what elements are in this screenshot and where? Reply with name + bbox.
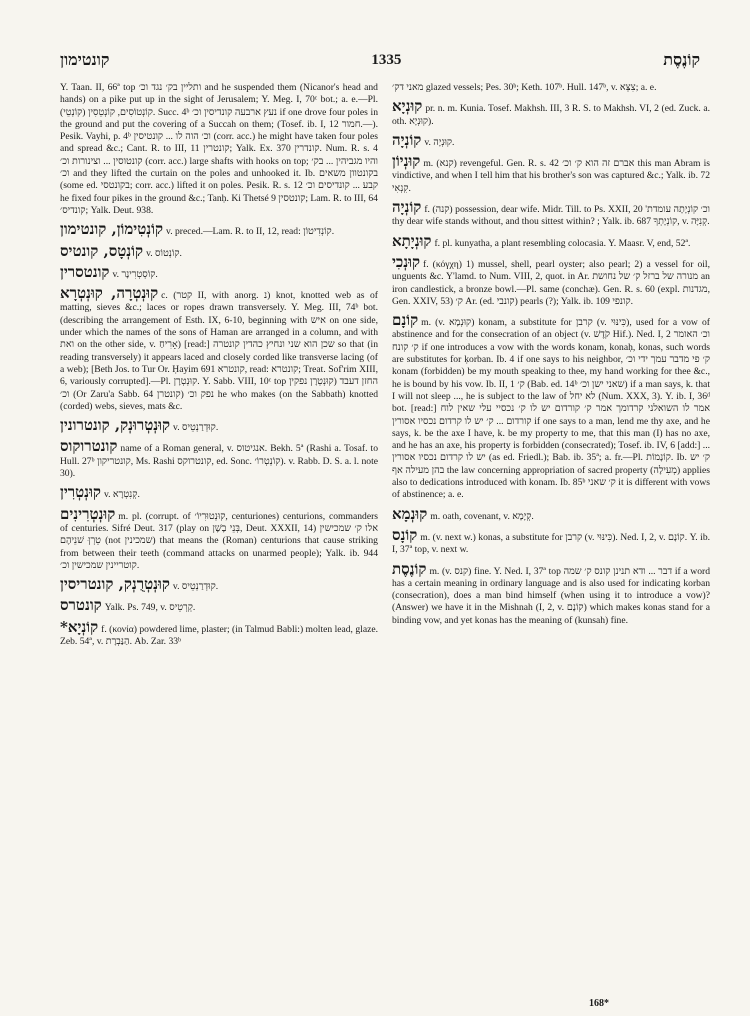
dictionary-entry xyxy=(392,132,710,149)
dictionary-entry xyxy=(392,506,710,523)
dictionary-entry xyxy=(60,484,378,501)
entry-definition: מאני דק׳ glazed vessels; Pes. 30ᵇ; Keth. 107ᵇ. Hull. 147ᵇ, v. צִצְּא; a. e. xyxy=(392,82,657,93)
dictionary-entry xyxy=(60,264,378,281)
entry-headword: קוֹנְטָס, קונטיס xyxy=(60,241,144,260)
entry-headword: קוֹנְטִימוֹן, קונטימון xyxy=(60,220,164,239)
entry-definition: v. קוּנְיָה. xyxy=(424,136,455,148)
entry-headword: קוֹנְיָה xyxy=(392,198,422,217)
entry-headword: קוּנְטְרִינִים xyxy=(60,504,116,523)
signature-mark: 168* xyxy=(589,998,609,1009)
entry-headword: קוּנְטְרוּנְק, קונטרונין xyxy=(60,416,171,435)
entry-definition: v. קְנִטְרָא. xyxy=(103,489,140,501)
entry-definition: name of a Roman general, v. אנגיטוס. Bekh. 5ª (Rashi a. Tosaf. to Hull. 27ᵇ קונטריקון, Ms. Rashi קונטרוקס, ed. Sonc. קוֹנְטְרוֹ׳). v. Rabb. D. S. a. l. note 30). xyxy=(60,443,378,480)
entry-headword: קוּנְטְרִין xyxy=(60,483,101,502)
entry-definition: Yalk. Ps. 749, v. קְרְטֵיס. xyxy=(104,602,196,614)
dictionary-entry xyxy=(60,506,378,572)
entry-headword: קוֹנָס xyxy=(392,525,418,544)
entry-definition: m. pl. (corrupt. of קוּנְטוּרִיוֹ׳, centuriones) centurions, commanders of centuries. Sifré Deut. 317 (play on בְּנֵי בָשָׁן, Deut. XXXII, 14) אלו ק׳ שמכישין טֵרְןּ שׁנֵיהֶם (not שמכינין) that means the (Roman) centurions that cause striking from between their teeth (command attacks on unarmed people); Yalk. ib. 944 קוטריינין שמכישין וכ׳. xyxy=(60,510,378,571)
entry-definition: Y. Taan. II, 66ª top ותליין בק׳ נגד וכ׳ and he suspended them (Nicanor's head and hands) on a pike put up in the sight of Jerusalem; Y. Meg. I, 70ᶜ bot.; a. e.—Pl. קוֹנְטוֹסִים, קוֹנְטֵסִין (קוֹנְטֵי). Succ. 4ᵇ נעץ ארבעה קונדיסין וכ׳ if one drove four poles in the ground and put the covering of a Succah on them; (Tosef. ib. I, 12 חמור.—). Pesik. Vayhi, p. 4ᵇ וכ׳ הוה לו ... קונטיסין (corr. acc.) he might have taken four poles and spread &c.; Cant. R. to III, 11 קונטרין; Yalk. Ex. 370 קונדרין. Num. R. s. 4 קונטוסין ... וצינורות וכ׳ (corr. acc.) large shafts with hooks on top; והיו מגביהין ... בק׳ וכ׳ and they lifted the curtain on the poles and unhooked it. Ib. בקונטוון משאים (some ed. בקונטסי; corr. acc.) lifted it on poles. Pesik. R. s. 12 קבע ... קונדיסים וכ׳ he fixed four pikes in the ground &c.; Tanḥ. Ki Thetsé 9 קונטסין; Lam. R. to III, 64 קונדיס׳; Yalk. Deut. 938. xyxy=(60,82,378,216)
left-column xyxy=(60,82,378,1002)
entry-headword: קונטסרין xyxy=(60,262,110,281)
dictionary-entry xyxy=(60,221,378,238)
entry-definition: m. (v. קנס) fine. Y. Ned. I, 37ª top דבר ... ודא תנינן קונס ק׳ שמה if a word has a certain meaning in ordinary language and is also used for indicating korban (consecration), does a man bind himself (when using it to introduce a vow)? (Answer) we have it in the Mishnah (I, 2, v. קוֹנָם) which makes konas stand for a binding vow, and yet konas has the meaning of (kunsah) fine. xyxy=(392,565,710,626)
dictionary-entry xyxy=(60,576,378,593)
entry-definition: v. קוֹנְטוֹס. xyxy=(146,247,182,259)
dictionary-entry xyxy=(60,597,378,614)
entry-headword: קוּנְכִי xyxy=(392,252,421,271)
right-column xyxy=(392,82,710,1002)
entry-definition: m. (v. next w.) konas, a substitute for קרבן (v. כִּינּוּי). Ned. I, 2, v. קוֹנָם. Y. ib. I, 37ª top, v. next w. xyxy=(392,531,710,556)
dictionary-entry xyxy=(392,98,710,128)
entry-definition: m. (v. קוּנְמָא) konam, a substitute for קרבן (v. כִּינּוּי), used for a vow of abstinence and for the consecration of an object (v. קֹדֶשׁ Hif.). Ned. I, 2 וכ׳ האומר ק׳ קונח if one introduces a vow with the words konam, konaḥ, konas, such words are substitutes for ḳorban. Ib. 4 if one says to his neighbor, ק׳ פי מדבר עמך ידי וכ׳ konam (forbidden) be my mouth speaking to thee, my hand working for thee &c., he is bound by his vow. Ib. II, 1 ק׳ (Bab. ed. 14ᵇ שאני ישן וכ׳) if a man says, k. that I will not sleep ..., he is subject to the law of לא יחל (Num. XXX, 3). Y. ib. I, 36ᵈ bot. [read:] אמר לו השואלני קרדומך אמר ק׳ קורדום יש לו ק׳ נכסיי עלי שאין לוח קורדום ... ק׳ יש לו קרדום נכסיו אסורין if one says to a man, lend me thy axe, and he says, k. be the axe I have, k. be my property to me, that this man (I) has no axe, and he has an axe, his property is forbidden (consecrated); Tosef. ib. IV, 6 [add:] ... יש לו קרדום נכסיו אסורין (as ed. Friedl.); Bab. ib. 35ª; a. fr.—Pl. קוֹנָמוֹת. Ib. ק׳ יש בהן מעילה אף the law concerning appropriation of sacred property (מְעִילָה) applies also to dedications introduced with konam. Ib. 85ᵇ ק׳ שאני it is different with vows of abstinence; a. e. xyxy=(392,317,710,501)
dictionary-entry xyxy=(392,527,710,557)
entry-definition: v. קוּדְרַנְטֵיס. xyxy=(172,581,219,593)
dictionary-entry xyxy=(60,417,378,434)
entry-headword: קוּנְיָא xyxy=(392,97,423,116)
entry-headword: *קוֹנְיָא xyxy=(60,617,99,636)
entry-headword: קוֹנְיָה xyxy=(392,130,422,149)
dictionary-entry xyxy=(392,199,710,229)
dictionary-entry xyxy=(392,233,710,250)
dictionary-entry xyxy=(392,561,710,627)
entry-headword: קוּנְטְרָה, קוּנְטְרָא xyxy=(60,284,159,303)
entry-definition: v. קוּדְרַנְטֵיס. xyxy=(173,422,219,434)
entry-headword: קונטרוקוס xyxy=(60,437,118,456)
dictionary-entry xyxy=(392,254,710,308)
dictionary-entry xyxy=(60,619,378,649)
dictionary-entry xyxy=(60,438,378,480)
dictionary-entry xyxy=(60,285,378,413)
columns xyxy=(60,82,710,1002)
page-header xyxy=(60,48,700,72)
entry-definition: f. (κονία) powdered lime, plaster; (in Talmud Babli:) molten lead, glaze. Zeb. 54ª, v. הַנַּבְרָת. Ab. Zar. 33ᵇ xyxy=(60,623,378,647)
dictionary-entry xyxy=(392,82,710,94)
header-right-word: קוֹנֶסֶת xyxy=(663,50,700,69)
header-left-word: קונטימון xyxy=(60,50,110,69)
entry-definition: f. (קנה) possession, dear wife. Midr. Till. to Ps. XXII, 20 'וכ׳ קוֹנְיָתָה עומדת thy dear wife stands without, and thou sittest within? ; Yalk. ib. 687 קוֹנְיָתְךָ, v. קְנִיָּה. xyxy=(392,204,710,228)
entry-headword: קוּנְיָתָא xyxy=(392,231,432,250)
entry-headword: קוֹנָם xyxy=(392,311,419,330)
entry-definition: v. קוֹסְטְרִינָר. xyxy=(112,268,158,280)
entry-definition: pr. n. m. Kunia. Tosef. Makhsh. III, 3 R. S. to Makhsh. VI, 2 (ed. Zuck. a. oth. קוּנְיָא). xyxy=(392,103,710,127)
entry-definition: m. (קנא) revengeful. Gen. R. s. 42 אברם זה הוא ק׳ וכ׳ this man Abram is vindictive, and when I tell him that his brother's son was captured &c.; Yalk. ib. 72 קִנְאִי. xyxy=(392,158,710,194)
dictionary-entry xyxy=(60,82,378,217)
dictionary-entry xyxy=(392,312,710,501)
entry-headword: קוּנְמָא xyxy=(392,504,428,523)
dictionary-entry xyxy=(60,243,378,260)
entry-definition: f. pl. kunyatha, a plant resembling colocasia. Y. Maasr. V, end, 52ª. xyxy=(434,237,691,249)
entry-definition: m. oath, covenant, v. קְיָמָא. xyxy=(430,510,534,522)
entry-headword: קוֹנֶסֶת xyxy=(392,559,427,578)
entry-definition: c. (קטר II, with anorg. נ) knot, knotted web as of matting, sieves &c.; laces or ropes drawn transversely. Y. Meg. III, 74ᵇ bot. (describing the arrangement of Esth. IX, 6-10, beginning with איש on one side, under which the names of the sons of Haman are arranged in a column, and with ואת on the other side, v. אָרִיחַ) [read:] שכן הוא שני ונחיץ כהדין קונטרה so that (in reading transversely) it appears laced and closely corded like transverse lacing (of a web); [Beth Jos. to Tur Or. Ḥayim 691 קונטרא, read: קונטרא; Treat. Sof'rim XIII, 6, variously corrupted].—Pl. קוּנְטְרָן. Y. Sabb. VIII, 10ᶜ top החזן דעבד (קוּנְטְרָן נפקין וכ׳ (Or Zaru'a Sabb. 64 קונטרן) נפק וכ׳ he who makes (on the Sabbath) knotted (corded) webs, sieves, mats &c. xyxy=(60,290,378,412)
dictionary-entry xyxy=(392,153,710,195)
entry-definition: v. preced.—Lam. R. to II, 12, read: קוֹנְדִיטוֹן. xyxy=(166,226,335,238)
page-number: 1335 xyxy=(371,51,402,68)
entry-definition: f. (κόγχη) 1) mussel, shell, pearl oyster; also pearl; 2) a vessel for oil, unguents &c. Y'lamd. to Num. VIII, 2, quot. in Ar. מנורה של ברזל ק׳ של נחושת an iron candlestick, a bronze bowl.—Pl. same (conchæ). Gen. R. s. 60 (expl. מגדנות, Gen. XXIV, 53) ק׳ Ar. (ed. קונבי) pearls (?); Yalk. ib. 109 קונפי. xyxy=(392,258,710,307)
entry-headword: קונטרס xyxy=(60,596,102,615)
entry-headword: קוּנְטְרֻנְק, קונטריסין xyxy=(60,575,170,594)
entry-headword: קוּנְיוֹן xyxy=(392,152,421,171)
